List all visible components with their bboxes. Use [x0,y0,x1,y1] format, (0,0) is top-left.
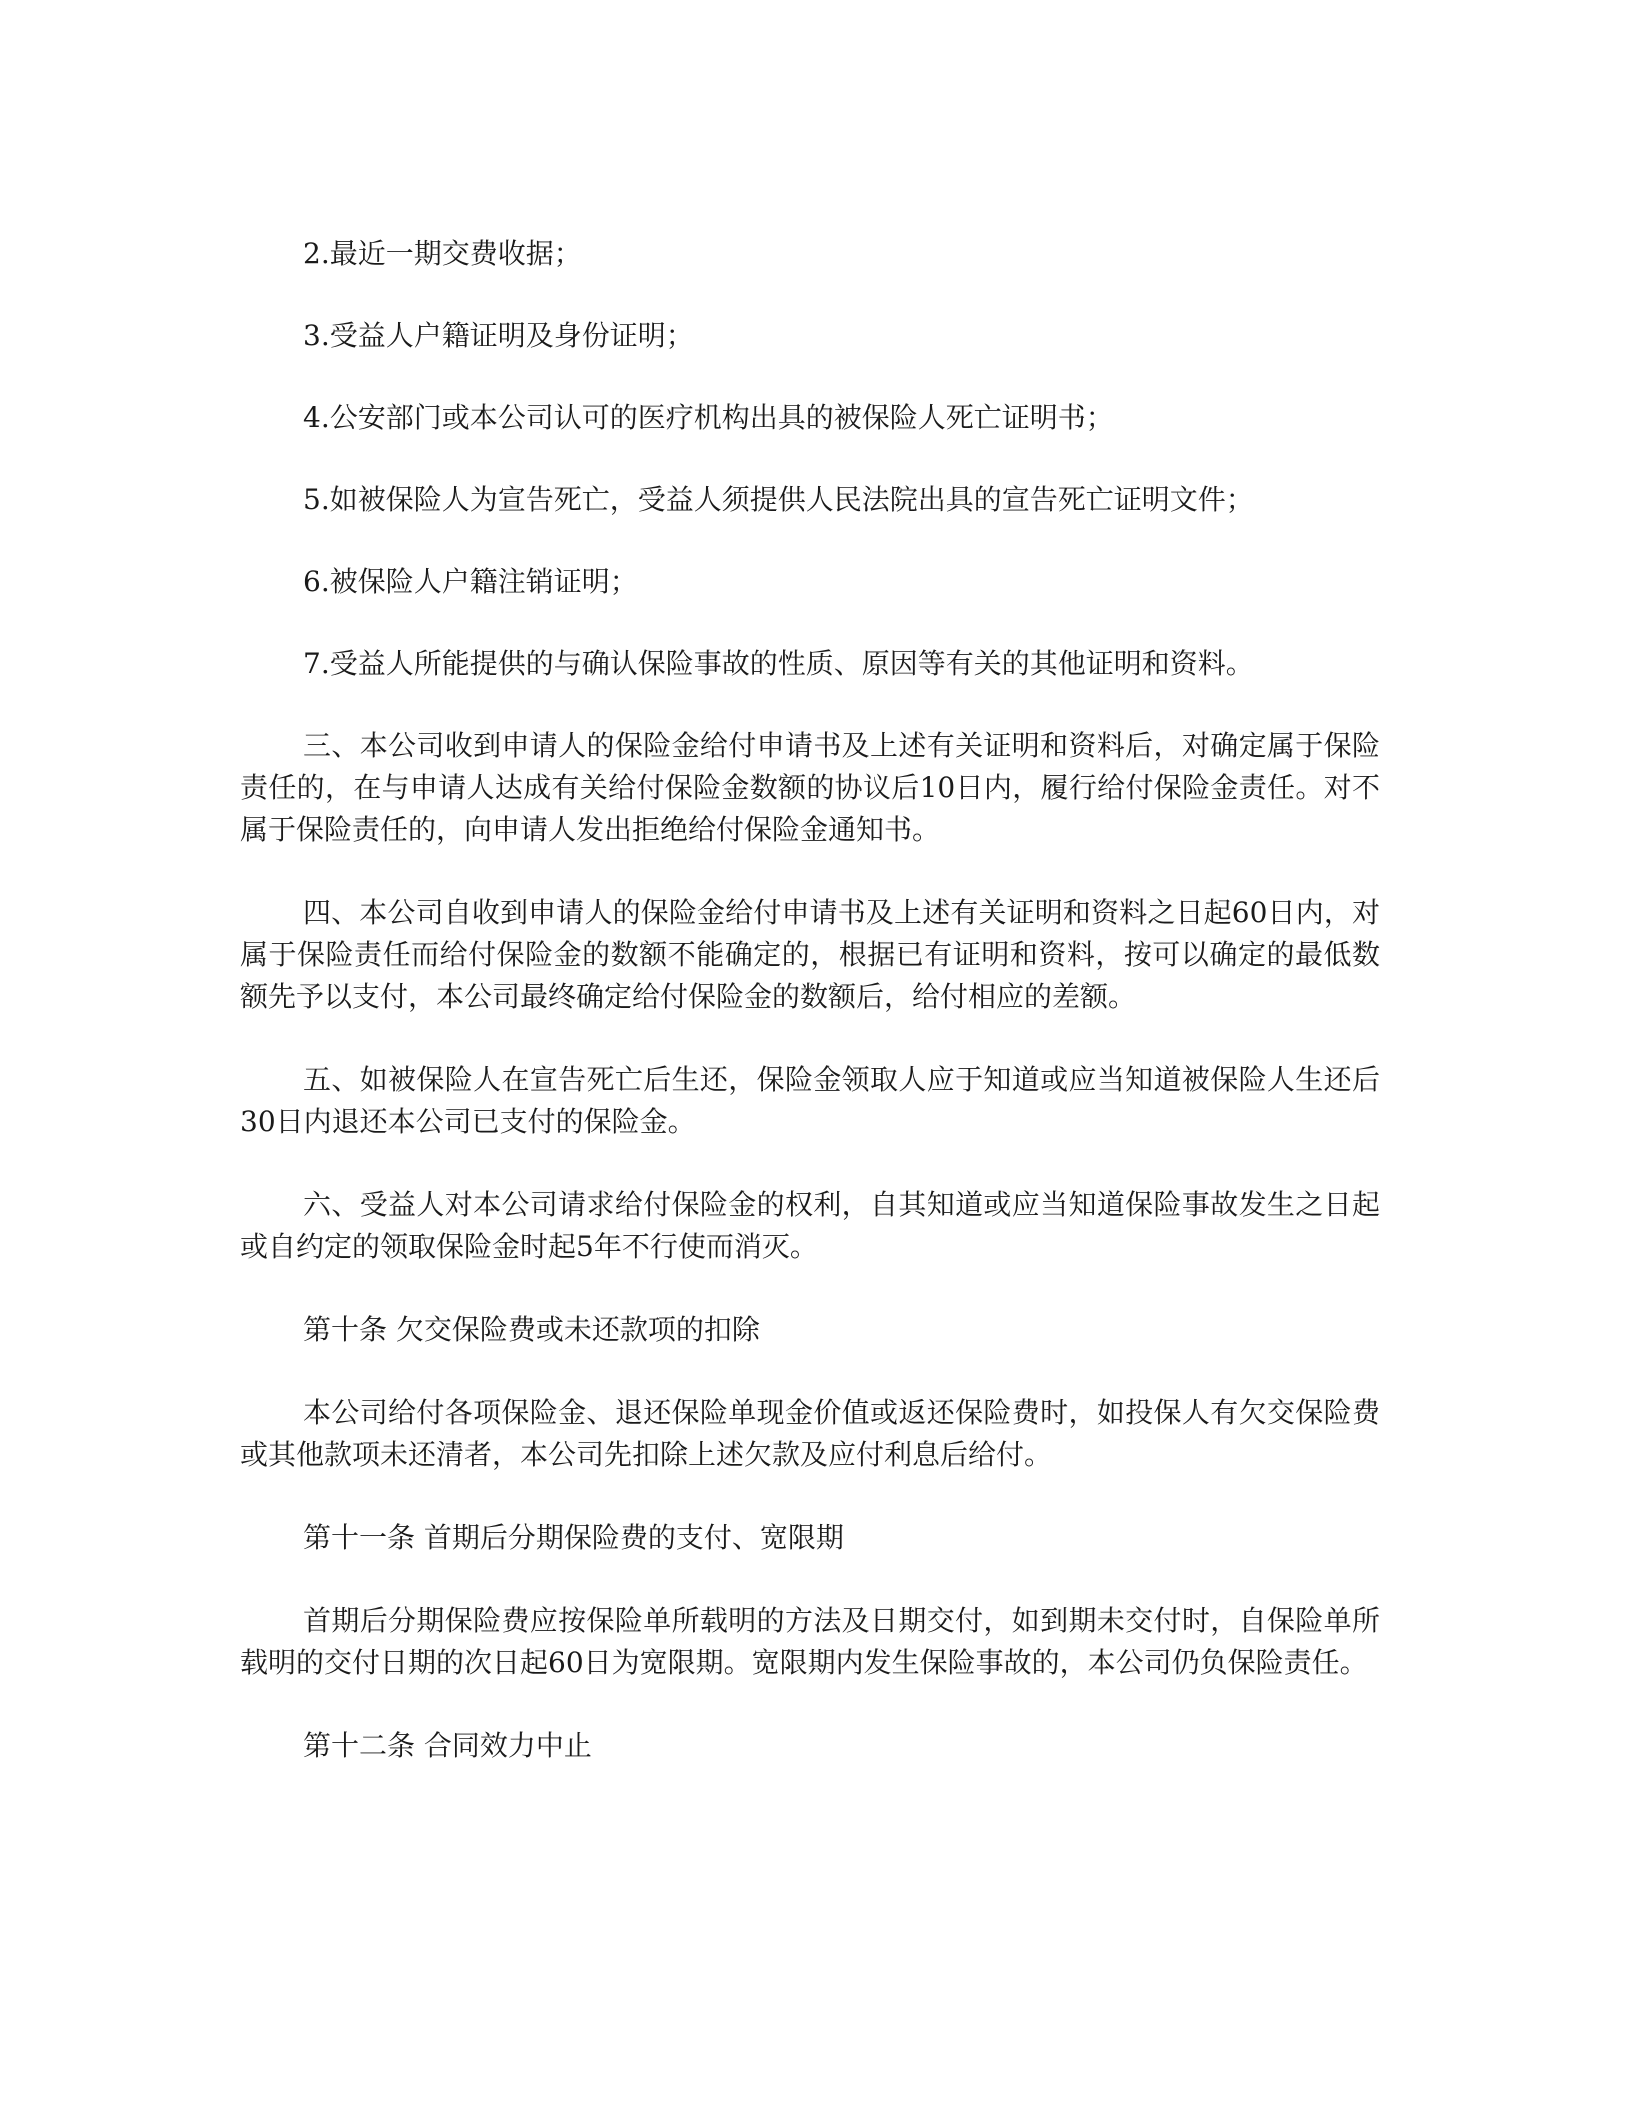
article-12-heading: 第十二条 合同效力中止 [303,1729,592,1762]
article-11-heading: 第十一条 首期后分期保险费的支付、宽限期 [303,1521,844,1554]
paragraph-six: 六、受益人对本公司请求给付保险金的权利，自其知道或应当知道保险事故发生之日起或自约定的领取保险金时起5年不行使而消灭。 [240,1188,1380,1263]
list-item: 2.最近一期交费收据； [303,237,582,270]
paragraph-four: 四、本公司自收到申请人的保险金给付申请书及上述有关证明和资料之日起60日内，对属于保险责任而给付保险金的数额不能确定的，根据已有证明和资料，按可以确定的最低数额先予以支付，本公司最终确定给付保险金的数额后，给付相应的差额。 [240,896,1380,1013]
list-item: 6.被保险人户籍注销证明； [303,565,638,598]
article-11-body: 首期后分期保险费应按保险单所载明的方法及日期交付，如到期未交付时，自保险单所载明的交付日期的次日起60日为宽限期。宽限期内发生保险事故的，本公司仍负保险责任。 [240,1604,1380,1679]
list-item: 3.受益人户籍证明及身份证明； [303,319,694,352]
article-10-body: 本公司给付各项保险金、退还保险单现金价值或返还保险费时，如投保人有欠交保险费或其他款项未还清者，本公司先扣除上述欠款及应付利息后给付。 [240,1396,1380,1471]
list-item: 5.如被保险人为宣告死亡，受益人须提供人民法院出具的宣告死亡证明文件； [303,483,1254,516]
list-item: 7.受益人所能提供的与确认保险事故的性质、原因等有关的其他证明和资料。 [303,647,1254,680]
paragraph-five: 五、如被保险人在宣告死亡后生还，保险金领取人应于知道或应当知道被保险人生还后30日内退还本公司已支付的保险金。 [240,1063,1380,1138]
article-10-heading: 第十条 欠交保险费或未还款项的扣除 [303,1313,760,1346]
paragraph-three: 三、本公司收到申请人的保险金给付申请书及上述有关证明和资料后，对确定属于保险责任的，在与申请人达成有关给付保险金数额的协议后10日内，履行给付保险金责任。对不属于保险责任的，向申请人发出拒绝给付保险金通知书。 [240,729,1380,846]
document-page [240,233,1380,1767]
list-item: 4.公安部门或本公司认可的医疗机构出具的被保险人死亡证明书； [303,401,1114,434]
